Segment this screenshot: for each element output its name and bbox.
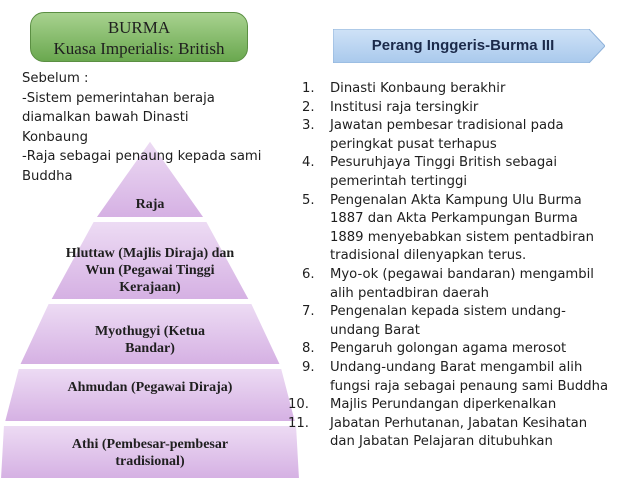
list-item: 5. Pengenalan Akta Kampung Ulu Burma 1887 dan Akta Perkampungan Burma 1889 menyebabkan sistem pentadbiran tradisional dilenyapkan terus. bbox=[302, 192, 594, 264]
tier-label-ahmudan: Ahmudan (Pegawai Diraja) bbox=[67, 380, 233, 395]
tier-label-raja: Raja bbox=[135, 197, 165, 212]
tier-label-hluttaw: Hluttaw (Majlis Diraja) dan Wun (Pegawai Tinggi Kerajaan) bbox=[65, 246, 235, 295]
tier-label-myothugyi: Myothugyi (Ketua Bandar) bbox=[94, 324, 206, 356]
changes-list bbox=[288, 80, 633, 452]
list-item: 11. Jabatan Perhutanan, Jabatan Kesihatan dan Jabatan Pelajaran ditubuhkan bbox=[288, 415, 588, 450]
before-line: Sebelum : bbox=[22, 71, 89, 86]
list-item: 2. Institusi raja tersingkir bbox=[302, 99, 479, 115]
before-line: Konbaung bbox=[22, 129, 88, 145]
list-item: 1. Dinasti Konbaung berakhir bbox=[302, 81, 506, 96]
list-item: 8. Pengaruh golongan agama merosot bbox=[302, 341, 567, 357]
before-description bbox=[22, 69, 262, 186]
list-item: 9. Undang-undang Barat mengambil alih fungsi raja sebagai penaung sami Buddha bbox=[302, 359, 609, 394]
list-item: 4. Pesuruhjaya Tinggi British sebagai pemerintah tertinggi bbox=[302, 155, 557, 189]
burma-title-box bbox=[30, 12, 248, 62]
war-title: Perang Inggeris-Burma III bbox=[371, 37, 555, 54]
list-item: 7. Pengenalan kepada sistem undang- undang Barat bbox=[302, 304, 566, 338]
list-item: 3. Jawatan pembesar tradisional pada peringkat pusat terhapus bbox=[302, 118, 564, 152]
before-line: -Sistem pemerintahan beraja bbox=[22, 90, 215, 106]
list-item: 10. Majlis Perundangan diperkenalkan bbox=[288, 397, 557, 413]
tier-label-athi: Athi (Pembesar-pembesar tradisional) bbox=[71, 437, 229, 469]
before-line: -Raja sebagai penaung kepada sami bbox=[22, 149, 262, 164]
before-line: Buddha bbox=[22, 168, 73, 184]
title-line-2: Kuasa Imperialis: British bbox=[53, 39, 225, 58]
war-title-banner bbox=[333, 29, 605, 63]
list-item: 6. Myo-ok (pegawai bandaran) mengambil alih pentadbiran daerah bbox=[302, 266, 594, 301]
title-line-1: BURMA bbox=[107, 18, 171, 37]
before-line: diamalkan bawah Dinasti bbox=[22, 110, 189, 125]
